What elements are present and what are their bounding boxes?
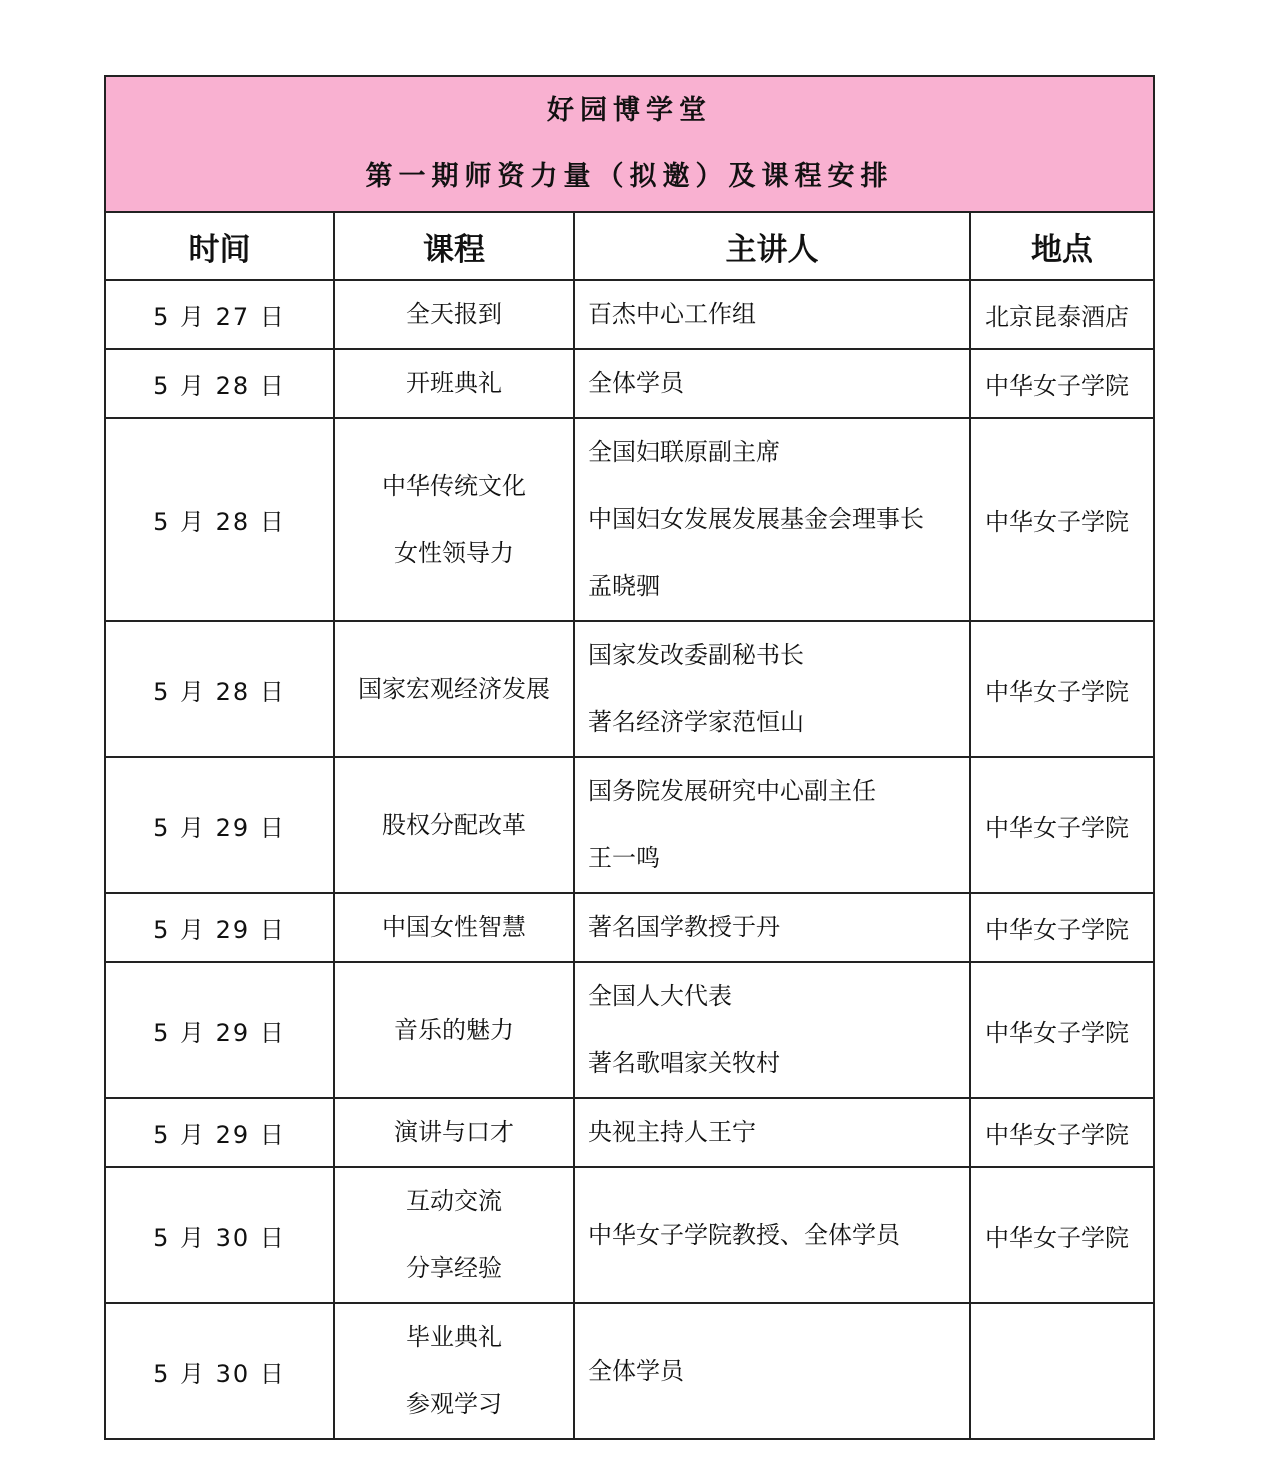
cell-course bbox=[334, 418, 574, 621]
cell-time: 5 月 28 日 bbox=[105, 349, 334, 418]
cell-place: 北京昆泰酒店 bbox=[970, 280, 1154, 349]
speaker-line: 全体学员 bbox=[588, 1356, 684, 1385]
header-row bbox=[105, 212, 1154, 280]
course-line: 参观学习 bbox=[406, 1390, 502, 1418]
schedule-table bbox=[104, 75, 1155, 1440]
table-row bbox=[105, 621, 1154, 757]
header-course: 课程 bbox=[334, 212, 574, 280]
speaker-line: 国务院发展研究中心副主任 bbox=[588, 777, 876, 805]
header-time: 时间 bbox=[105, 212, 334, 280]
cell-time: 5 月 29 日 bbox=[105, 757, 334, 893]
title-row bbox=[105, 76, 1154, 212]
course-line: 全天报到 bbox=[406, 300, 502, 328]
course-line: 互动交流 bbox=[406, 1187, 502, 1215]
table-row bbox=[105, 1303, 1154, 1439]
title-line-1: 好园博学堂 bbox=[547, 95, 712, 126]
cell-speaker bbox=[574, 280, 970, 349]
course-line: 开班典礼 bbox=[406, 369, 502, 397]
cell-course bbox=[334, 349, 574, 418]
cell-place: 中华女子学院 bbox=[970, 621, 1154, 757]
cell-speaker bbox=[574, 621, 970, 757]
cell-time: 5 月 30 日 bbox=[105, 1303, 334, 1439]
cell-speaker bbox=[574, 962, 970, 1098]
cell-place: 中华女子学院 bbox=[970, 349, 1154, 418]
cell-course bbox=[334, 962, 574, 1098]
table-row bbox=[105, 893, 1154, 962]
cell-time: 5 月 27 日 bbox=[105, 280, 334, 349]
title-line-2: 第一期师资力量（拟邀）及课程安排 bbox=[365, 161, 894, 192]
cell-speaker bbox=[574, 1098, 970, 1167]
course-line: 女性领导力 bbox=[394, 538, 514, 567]
table-row bbox=[105, 280, 1154, 349]
cell-place: 中华女子学院 bbox=[970, 1167, 1154, 1303]
cell-time: 5 月 30 日 bbox=[105, 1167, 334, 1303]
course-line: 分享经验 bbox=[406, 1254, 502, 1282]
header-speaker: 主讲人 bbox=[574, 212, 970, 280]
speaker-line: 中国妇女发展发展基金会理事长 bbox=[588, 505, 924, 533]
speaker-line: 全体学员 bbox=[588, 369, 684, 397]
cell-course bbox=[334, 1167, 574, 1303]
schedule-document bbox=[104, 75, 1153, 1440]
cell-time: 5 月 28 日 bbox=[105, 621, 334, 757]
speaker-line: 著名歌唱家关牧村 bbox=[588, 1049, 780, 1077]
speaker-line: 著名经济学家范恒山 bbox=[588, 708, 804, 736]
speaker-line: 全国人大代表 bbox=[588, 982, 732, 1010]
cell-course bbox=[334, 893, 574, 962]
speaker-line: 王一鸣 bbox=[588, 844, 660, 872]
table-row bbox=[105, 757, 1154, 893]
cell-speaker bbox=[574, 757, 970, 893]
table-row bbox=[105, 962, 1154, 1098]
cell-course bbox=[334, 1098, 574, 1167]
table-row bbox=[105, 418, 1154, 621]
course-line: 音乐的魅力 bbox=[394, 1015, 514, 1044]
course-line: 国家宏观经济发展 bbox=[358, 674, 550, 703]
table-row bbox=[105, 1098, 1154, 1167]
cell-speaker bbox=[574, 1167, 970, 1303]
cell-time: 5 月 28 日 bbox=[105, 418, 334, 621]
speaker-line: 国家发改委副秘书长 bbox=[588, 641, 804, 669]
title-banner bbox=[105, 76, 1154, 212]
speaker-line: 孟晓驷 bbox=[588, 572, 660, 600]
cell-speaker bbox=[574, 893, 970, 962]
cell-course bbox=[334, 621, 574, 757]
cell-time: 5 月 29 日 bbox=[105, 893, 334, 962]
cell-place: 中华女子学院 bbox=[970, 893, 1154, 962]
cell-time: 5 月 29 日 bbox=[105, 1098, 334, 1167]
speaker-line: 百杰中心工作组 bbox=[588, 300, 756, 328]
table-row bbox=[105, 1167, 1154, 1303]
course-line: 毕业典礼 bbox=[406, 1323, 502, 1351]
cell-place: 中华女子学院 bbox=[970, 962, 1154, 1098]
speaker-line: 全国妇联原副主席 bbox=[588, 438, 780, 466]
speaker-line: 中华女子学院教授、全体学员 bbox=[588, 1220, 900, 1249]
cell-course bbox=[334, 1303, 574, 1439]
cell-place: 中华女子学院 bbox=[970, 1098, 1154, 1167]
course-line: 演讲与口才 bbox=[394, 1118, 514, 1146]
course-line: 中华传统文化 bbox=[382, 471, 526, 500]
header-place: 地点 bbox=[970, 212, 1154, 280]
cell-speaker bbox=[574, 1303, 970, 1439]
cell-place: 中华女子学院 bbox=[970, 418, 1154, 621]
speaker-line: 央视主持人王宁 bbox=[588, 1118, 756, 1146]
cell-course bbox=[334, 280, 574, 349]
table-row bbox=[105, 349, 1154, 418]
speaker-line: 著名国学教授于丹 bbox=[588, 913, 780, 941]
cell-speaker bbox=[574, 349, 970, 418]
cell-course bbox=[334, 757, 574, 893]
cell-time: 5 月 29 日 bbox=[105, 962, 334, 1098]
cell-place bbox=[970, 1303, 1154, 1439]
course-line: 股权分配改革 bbox=[382, 810, 526, 839]
course-line: 中国女性智慧 bbox=[382, 913, 526, 941]
cell-speaker bbox=[574, 418, 970, 621]
cell-place: 中华女子学院 bbox=[970, 757, 1154, 893]
